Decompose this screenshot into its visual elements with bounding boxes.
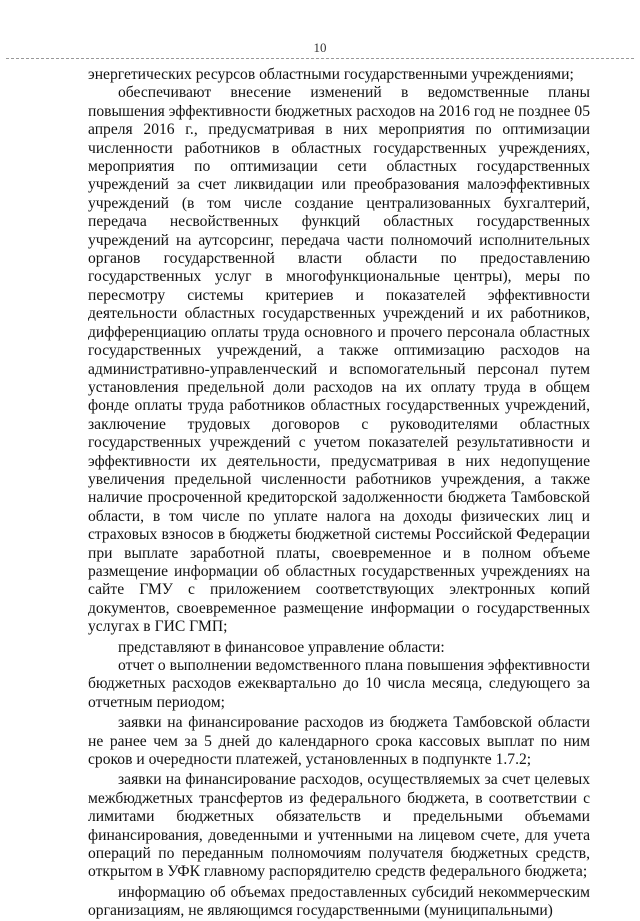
page-number: 10 xyxy=(313,40,327,55)
paragraph: заявки на финансирование расходов, осуществляемых за счет целевых межбюджетных трансфертов из федерального бюджета, в соответствии с лимитами бюджетных обязательств и предельными объемами финансирования, доведенными и учтенными на лицевом счете, для учета операций по переданным полномочиям получателя бюджетных средств, открытом в УФК главному распорядителю средств федерального бюджета; xyxy=(88,771,590,881)
paragraph: информацию об объемах предоставленных субсидий некоммерческим организациям, не являющимся государственными (муниципальными) xyxy=(88,883,590,920)
paragraph: энергетических ресурсов областными государственными учреждениями; xyxy=(88,66,574,83)
paragraph: обеспечивают внесение изменений в ведомственные планы повышения эффективности бюджетных расходов на 2016 год не позднее 05 апреля 2016 г., предусматривая в них мероприятия по оптимизации численности работников в областных государственных учреждениях, мероприятия по оптимизации сети областных государственных учреждений за счет ликвидации или преобразования малоэффективных учреждений (в том числе создание централизованных бухгалтерий, передача несвойственных функций областных государственных учреждений на аутсорсинг, передача части полномочий исполнительных органов государственной власти области по предоставлению государственных услуг в многофункциональные центры), меры по пересмотру системы критериев и показателей эффективности деятельности областных государственных учреждений и их работников, дифференциацию оплаты труда основного и прочего персонала областных государственных учреждений, а также оптимизацию расходов на административно-управленческий и вспомогательный персонал путем установления предельной доли расходов на их оплату труда в общем фонде оплаты труда работников областных государственных учреждений, заключение трудовых договоров с руководителями областных государственных учреждений с учетом показателей результативности и эффективности их деятельности, предусматривая в них недопущение увеличения предельной численности работников учреждения, а также наличие просроченной кредиторской задолженности бюджета Тамбовской области, в том числе по уплате налога на доходы физических лиц и страховых взносов в бюджеты бюджетной системы Российской Федерации при выплате заработной платы, своевременное и в полном объеме размещение информации об областных государственных учреждениях на сайте ГМУ с приложением соответствующих электронных копий документов, своевременное размещение информации о государственных услугах в ГИС ГМП; xyxy=(88,84,590,636)
document-body xyxy=(88,66,590,921)
paragraph: заявки на финансирование расходов из бюджета Тамбовской области не ранее чем за 5 дней до календарного срока кассовых выплат по ним сроков и очередности платежей, установленных в подпункте 1.7.2; xyxy=(88,714,590,769)
paragraph: представляют в финансовое управление области: xyxy=(118,638,445,656)
header-divider xyxy=(6,58,634,59)
paragraph: отчет о выполнении ведомственного плана повышения эффективности бюджетных расходов ежеквартально до 10 числа месяца, следующего за отчетным периодом; xyxy=(88,657,590,711)
